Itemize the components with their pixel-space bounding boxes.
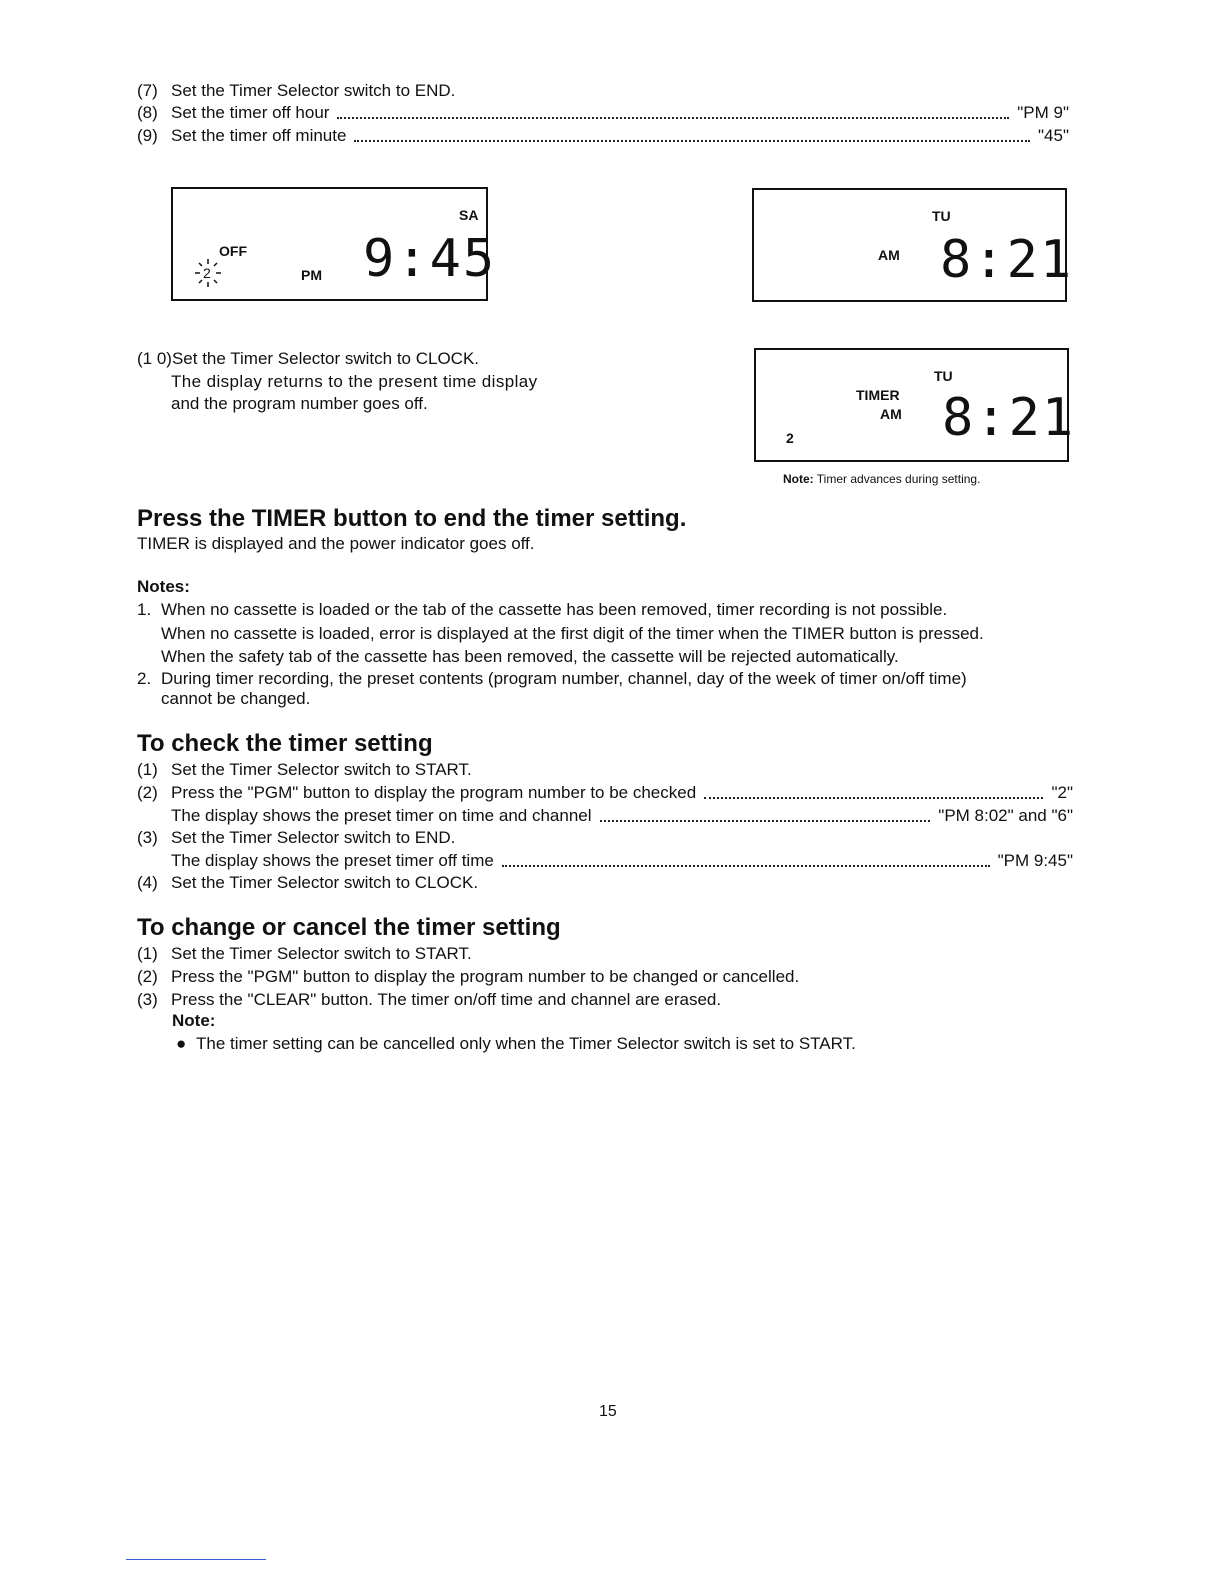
bullet-text: The timer setting can be cancelled only when the Timer Selector switch is set to START. <box>196 1034 856 1053</box>
note-text: When no cassette is loaded or the tab of the cassette has been removed, timer recording is not possible. <box>161 600 948 619</box>
step-text: Set the Timer Selector switch to CLOCK. <box>171 349 480 368</box>
step-text: Set the timer off hour <box>171 103 330 122</box>
notes-heading: Notes: <box>137 577 190 596</box>
change-step-2 <box>137 966 799 988</box>
day-indicator: TU <box>934 368 953 384</box>
timer-indicator: TIMER <box>856 387 900 403</box>
time-digits: 8:21 <box>942 388 1076 448</box>
step-text: Set the Timer Selector switch to END. <box>171 828 456 847</box>
step-text: The display shows the preset timer off time <box>171 851 494 870</box>
step-number: (3) <box>137 828 158 847</box>
step-text: Press the "CLEAR" button. The timer on/off time and channel are erased. <box>171 990 722 1009</box>
step-number: (1) <box>137 944 158 963</box>
press-timer-text: TIMER is displayed and the power indicator goes off. <box>137 534 535 553</box>
change-step-3 <box>137 989 721 1011</box>
lcd-display-present-time <box>752 188 1074 302</box>
time-digits: 9:45 <box>363 229 497 289</box>
step-number: (7) <box>137 81 158 100</box>
program-number: 2 <box>203 265 211 281</box>
note-number: 1. <box>137 600 152 619</box>
note-2-line-2: cannot be changed. <box>161 689 311 708</box>
step-number: (2) <box>137 967 158 986</box>
check-step-4 <box>137 872 478 894</box>
lcd-display-timer-mode <box>754 348 1076 462</box>
step-7 <box>137 80 455 102</box>
step-10-detail-1: The display returns to the present time display <box>171 372 538 391</box>
section-heading-check: To check the timer setting <box>137 730 433 757</box>
step-value: "PM 8:02" and "6" <box>938 806 1073 825</box>
day-indicator: TU <box>932 208 951 224</box>
section-heading-press-timer: Press the TIMER button to end the timer setting. <box>137 505 687 532</box>
dot-leader <box>704 797 1043 799</box>
step-text: Set the Timer Selector switch to START. <box>171 760 472 779</box>
step-number: (4) <box>137 873 158 892</box>
step-number: (1) <box>137 760 158 779</box>
change-note-label: Note: <box>172 1011 216 1030</box>
note-text: During timer recording, the preset contents (program number, channel, day of the week of timer on/off time) <box>161 669 967 688</box>
step-text: The display shows the preset timer on time and channel <box>171 806 592 825</box>
am-indicator: AM <box>880 406 902 422</box>
step-text: Set the timer off minute <box>171 126 347 145</box>
day-indicator: SA <box>459 207 479 223</box>
display-note <box>783 472 980 486</box>
step-8 <box>137 102 1069 124</box>
step-value: "45" <box>1038 126 1069 145</box>
change-note-bullet <box>176 1033 856 1055</box>
step-text: Press the "PGM" button to display the program number to be checked <box>171 783 697 802</box>
note-label: Note: <box>783 472 814 486</box>
am-indicator: AM <box>878 247 900 263</box>
dot-leader <box>354 140 1030 142</box>
step-number: (2) <box>137 783 158 802</box>
time-digits: 8:21 <box>940 230 1074 290</box>
footer-rule <box>126 1559 266 1560</box>
program-number: 2 <box>786 430 794 446</box>
step-10 <box>137 348 479 370</box>
step-10-detail-2: and the program number goes off. <box>171 394 428 413</box>
step-number: (8) <box>137 103 158 122</box>
step-number: (3) <box>137 990 158 1009</box>
page-number: 15 <box>599 1403 617 1420</box>
lcd-display-off-time <box>171 187 497 301</box>
section-heading-change: To change or cancel the timer setting <box>137 914 561 941</box>
check-step-3-detail <box>171 850 1073 872</box>
note-text: Timer advances during setting. <box>816 472 981 486</box>
off-indicator: OFF <box>219 243 247 259</box>
step-text: Set the Timer Selector switch to END. <box>171 81 456 100</box>
step-value: "PM 9:45" <box>997 851 1073 870</box>
pm-indicator: PM <box>301 267 322 283</box>
step-9 <box>137 125 1069 147</box>
step-text: Set the Timer Selector switch to CLOCK. <box>171 873 479 892</box>
check-step-2-detail <box>171 805 1073 827</box>
step-value: "PM 9" <box>1017 103 1069 122</box>
change-step-1 <box>137 943 472 965</box>
note-number: 2. <box>137 669 152 688</box>
check-step-1 <box>137 759 472 781</box>
step-text: Set the Timer Selector switch to START. <box>171 944 472 963</box>
dot-leader <box>600 820 931 822</box>
note-1 <box>137 599 947 621</box>
note-1-line-3: When the safety tab of the cassette has been removed, the cassette will be rejected automatically. <box>161 647 899 666</box>
blink-rays-icon <box>195 259 221 287</box>
dot-leader <box>337 117 1009 119</box>
dot-leader <box>502 865 990 867</box>
check-step-2 <box>137 782 1073 804</box>
step-value: "2" <box>1051 783 1073 802</box>
note-1-line-2: When no cassette is loaded, error is displayed at the first digit of the timer when the TIMER button is pressed. <box>161 624 984 643</box>
step-text: Press the "PGM" button to display the program number to be changed or cancelled. <box>171 967 800 986</box>
bullet-icon: ● <box>176 1034 187 1053</box>
check-step-3 <box>137 827 455 849</box>
step-number: (9) <box>137 126 158 145</box>
note-2 <box>137 668 967 690</box>
step-number: (1 0) <box>137 349 172 368</box>
